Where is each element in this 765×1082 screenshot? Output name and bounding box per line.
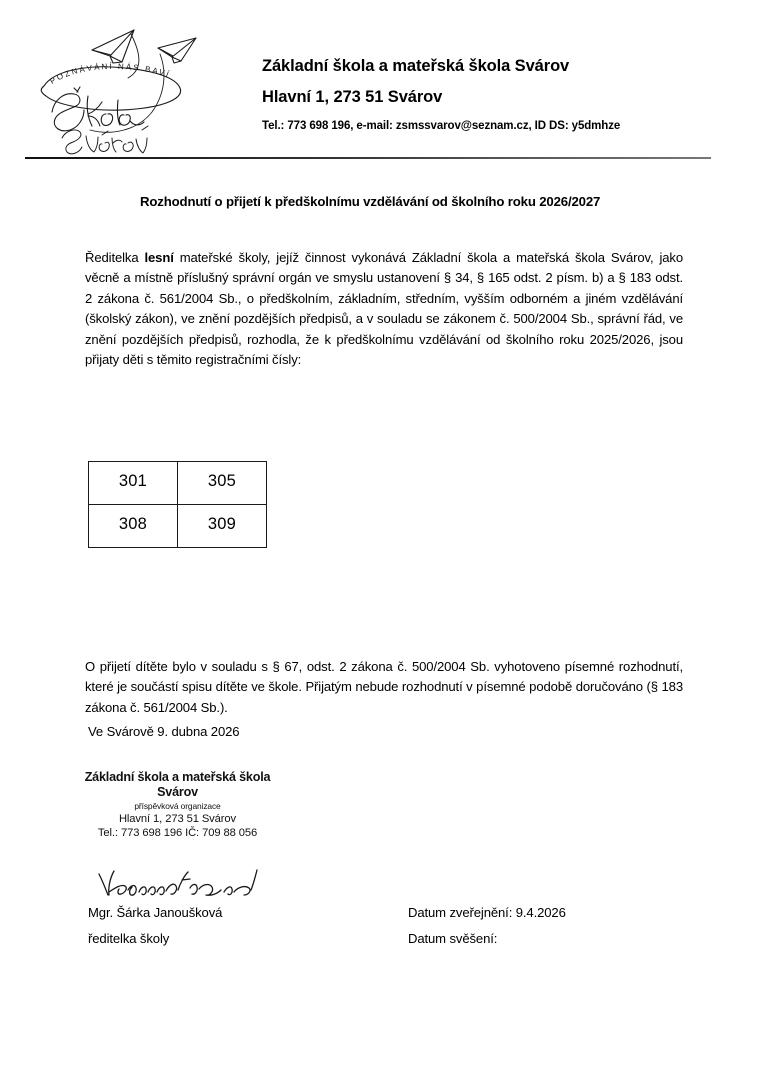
paper-airplane-icon-2 <box>158 38 196 63</box>
logo-script-skola <box>52 87 144 131</box>
registration-number-cell: 308 <box>89 505 178 548</box>
registration-number-cell: 309 <box>178 505 267 548</box>
stamp-contact: Tel.: 773 698 196 IČ: 709 88 056 <box>97 827 258 839</box>
document-title: Rozhodnutí o přijetí k předškolnímu vzdělávání od školního roku 2026/2027 <box>140 194 601 209</box>
school-contact: Tel.: 773 698 196, e-mail: zsmssvarov@seznam.cz, ID DS: y5dmhze <box>262 119 621 132</box>
intro-paragraph <box>85 248 683 370</box>
school-name: Základní škola a mateřská škola Svárov <box>262 57 570 75</box>
school-identity <box>262 58 732 132</box>
logo-script-svarov <box>62 126 148 154</box>
notice-paragraph: O přijetí dítěte bylo v souladu s § 67, odst. 2 zákona č. 500/2004 Sb. vyhotoveno písemné rozhodnutí, které je součástí spisu dítěte ve škole. Přijatým nebude rozhodnutí v písemné podobě doručováno (§ 183 zákona č. 561/2004 Sb.). <box>85 659 683 715</box>
publication-date: Datum zveřejnění: 9.4.2026 <box>408 905 566 920</box>
stamp-school-location: Svárov <box>157 785 198 799</box>
signer-role: ředitelka školy <box>88 931 170 946</box>
takedown-date: Datum svěšení: <box>408 931 498 946</box>
registration-number-cell: 301 <box>89 462 178 505</box>
school-address: Hlavní 1, 273 51 Svárov <box>262 88 443 107</box>
paper-airplane-icon-1 <box>92 30 134 63</box>
place-and-date: Ve Svárově 9. dubna 2026 <box>88 724 240 739</box>
table-row <box>89 505 267 548</box>
stamp-organization-type: příspěvková organizace <box>134 801 221 811</box>
intro-text-before-bold: Ředitelka <box>85 250 145 265</box>
table-row <box>89 462 267 505</box>
header-divider <box>25 157 711 159</box>
stamp-school-name: Základní škola a mateřská škola <box>84 770 271 784</box>
letterhead <box>0 0 765 160</box>
registration-number-cell: 305 <box>178 462 267 505</box>
logo-arc-text: POZNÁVÁNÍ NÁS BAVÍ <box>48 61 172 86</box>
stamp-address: Hlavní 1, 273 51 Svárov <box>118 813 237 825</box>
school-logo <box>30 26 230 156</box>
intro-text-after-bold: mateřské školy, jejíž činnost vykonává Základní škola a mateřská škola Svárov, jako věcně a místně příslušný správní orgán ve smyslu ustanovení § 34, § 165 odst. 2 písm. b) a § 183 odst. 2 zákona č. 561/2004 Sb., o předškolním, základním, středním, vyšším odborném a jiném vzdělávání (školský zákon), ve znění pozdějších předpisů, a v souladu se zákonem č. 500/2004 Sb., správní řád, ve znění pozdějších předpisů, rozhodla, že k předškolnímu vzdělávání od školního roku 2025/2026, jsou přijaty děti s těmito registračními čísly: <box>85 250 683 368</box>
intro-emphasis: lesní <box>144 250 174 265</box>
signer-name: Mgr. Šárka Janoušková <box>88 905 223 920</box>
handwritten-signature <box>95 868 280 906</box>
registration-numbers-table <box>88 461 267 548</box>
official-stamp <box>70 770 285 840</box>
